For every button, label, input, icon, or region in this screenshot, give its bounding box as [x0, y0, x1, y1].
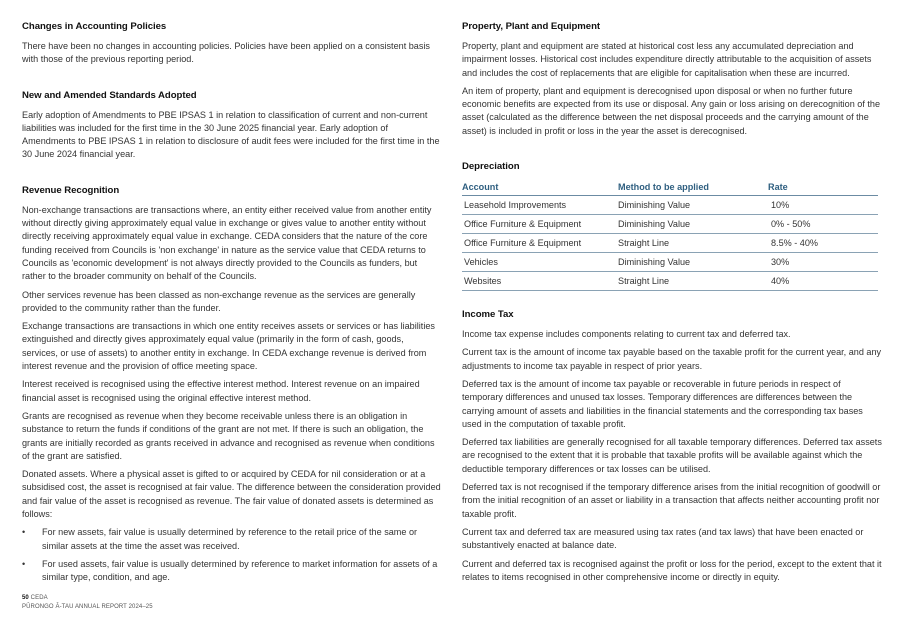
- table-row: [462, 253, 878, 272]
- left-column: [22, 21, 442, 590]
- paragraph: Exchange transactions are transactions in which one entity receives assets or services or has liabilities extinguished and directly gives approximately equal value (primarily in the form of cash, goods, services, or use of assets) to another entity in exchange. In CEDA exchange revenue is derived from interest revenue and the provision of office meeting space.: [22, 321, 435, 372]
- section-heading: Revenue Recognition: [22, 184, 120, 196]
- depreciation-section: [462, 161, 882, 291]
- section-heading: Income Tax: [462, 309, 514, 321]
- income-tax-section: [462, 309, 882, 584]
- method-cell: Straight Line: [618, 234, 768, 253]
- section-heading: Depreciation: [462, 161, 520, 173]
- table-row: [462, 272, 878, 291]
- new-standards-section: [22, 90, 442, 162]
- column-header-method: Method to be applied: [618, 180, 768, 196]
- list-item-text: For new assets, fair value is usually determined by reference to the retail price of the same or similar assets at the time the asset was received.: [42, 527, 418, 551]
- paragraph: Interest received is recognised using the effective interest method. Interest revenue on an impaired financial asset is recognised using the original effective interest method.: [22, 379, 420, 403]
- page-footer: [22, 594, 153, 612]
- paragraph: An item of property, plant and equipment is derecognised upon disposal or when no further future economic benefits are expected from its use or disposal. Any gain or loss arising on derecognition of the asset (calculated as the difference between the net disposal proceeds and the carrying amount of the asset) is included in profit or loss in the year the asset is derecognised.: [462, 85, 881, 136]
- account-cell: Websites: [462, 272, 618, 291]
- rate-cell: 10%: [768, 196, 878, 215]
- method-cell: Diminishing Value: [618, 253, 768, 272]
- method-cell: Straight Line: [618, 272, 768, 291]
- section-heading: New and Amended Standards Adopted: [22, 89, 197, 101]
- property-plant-equipment-section: [462, 21, 882, 138]
- paragraph: Deferred tax liabilities are generally recognised for all taxable temporary differences. Deferred tax assets are recognised to the extent that it is probable that taxable profits will be available against which the deductible temporary differences or tax losses can be utilised.: [462, 437, 882, 474]
- paragraph: Income tax expense includes components relating to current tax and deferred tax.: [462, 329, 791, 340]
- method-cell: Diminishing Value: [618, 215, 768, 234]
- revenue-recognition-section: [22, 185, 442, 585]
- section-heading: Changes in Accounting Policies: [22, 21, 167, 32]
- page-number: 50: [22, 595, 29, 601]
- bullet-icon: •: [22, 527, 26, 538]
- footer-report-title: PŪRONGO Ā-TAU ANNUAL REPORT 2024–25: [22, 604, 153, 610]
- account-cell: Leasehold Improvements: [462, 196, 618, 215]
- table-row: [462, 215, 878, 234]
- changes-in-accounting-policies-section: [22, 21, 442, 67]
- column-header-account: Account: [462, 180, 618, 196]
- list-item-text: For used assets, fair value is usually determined by reference to market information for assets of a similar type, condition, and age.: [42, 558, 438, 583]
- paragraph: There have been no changes in accounting policies. Policies have been applied on a consistent basis with those of the previous reporting period.: [22, 41, 430, 65]
- table-row: [462, 196, 878, 215]
- paragraph: Property, plant and equipment are stated at historical cost less any accumulated depreciation and impairment losses. Historical cost includes expenditure directly attributable to the acquisition of assets and includes the cost of replacements that are eligible for capitalisation when these are incurred.: [462, 41, 872, 78]
- paragraph: Current and deferred tax is recognised against the profit or loss for the period, except to the extent that it relates to items recognised in other comprehensive income or directly in equity.: [462, 558, 882, 582]
- rate-cell: 40%: [768, 272, 878, 291]
- account-cell: Vehicles: [462, 253, 618, 272]
- right-column: [462, 21, 882, 589]
- paragraph: Current tax is the amount of income tax payable based on the taxable profit for the current year, and any adjustments to income tax payable in respect of prior years.: [462, 347, 882, 371]
- section-heading: Property, Plant and Equipment: [462, 21, 601, 32]
- bullet-icon: •: [22, 558, 26, 569]
- rate-cell: 30%: [768, 253, 878, 272]
- account-cell: Office Furniture & Equipment: [462, 234, 618, 253]
- donated-assets-list: [22, 526, 442, 584]
- method-cell: Diminishing Value: [618, 196, 768, 215]
- account-cell: Office Furniture & Equipment: [462, 215, 618, 234]
- rate-cell: 8.5% - 40%: [768, 234, 878, 253]
- footer-org: CEDA: [30, 595, 48, 601]
- paragraph: Other services revenue has been classed as non-exchange revenue as the services are generally provided to the community rather than the funder.: [22, 289, 416, 313]
- paragraph: Early adoption of Amendments to PBE IPSAS 1 in relation to classification of current and non-current liabilities was included for the first time in the 30 June 2025 financial year. Early adoption of Amendments to PBE IPSAS 1 in relation to disclosure of audit fees were included for the first time in the 30 June 2024 financial year.: [22, 109, 440, 160]
- table-row: [462, 234, 878, 253]
- column-header-rate: Rate: [768, 180, 878, 196]
- paragraph: Grants are recognised as revenue when they become receivable unless there is an obligation in substance to return the funds if conditions of the grant are not met. If there is such an obligation, the grants are initially recorded as grants received in advance and recognised as revenue when conditions of the grant are satisfied.: [22, 410, 435, 461]
- paragraph: Deferred tax is the amount of income tax payable or recoverable in future periods in respect of temporary differences and unused tax losses. Temporary differences are differences between the carrying amount of assets and liabilities in the financial statements and the corresponding tax bases used in the computation of taxable profit.: [462, 378, 863, 429]
- paragraph: Non-exchange transactions are transactions where, an entity either received value from another entity without directly giving approximately equal value in exchange or gives value to another entity without directly receiving approximately equal value in exchange. CEDA considers that the nature of the core funding received from Councils is 'non exchange' in nature as the service value that CEDA returns to Councils as 'economic development' is not always directly provided to the Councils as funders, but rather to the broader community on behalf of the Councils.: [22, 204, 432, 282]
- table-header-row: [462, 180, 878, 196]
- paragraph: Deferred tax is not recognised if the temporary difference arises from the initial recognition of goodwill or from the initial recognition of an asset or liability in a transaction that affects neither accounting profit nor taxable profit.: [462, 482, 881, 519]
- list-item: [22, 558, 442, 585]
- paragraph: Current tax and deferred tax are measured using tax rates (and tax laws) that have been enacted or substantively enacted at balance date.: [462, 526, 864, 551]
- depreciation-table: [462, 180, 878, 291]
- paragraph: Donated assets. Where a physical asset is gifted to or acquired by CEDA for nil consideration or at a subsidised cost, the asset is recognised at fair value. The difference between the consideration provided and fair value of the asset is recognised as revenue. The fair value of donated assets is determined as follows:: [22, 469, 441, 520]
- rate-cell: 0% - 50%: [768, 215, 878, 234]
- list-item: [22, 526, 442, 553]
